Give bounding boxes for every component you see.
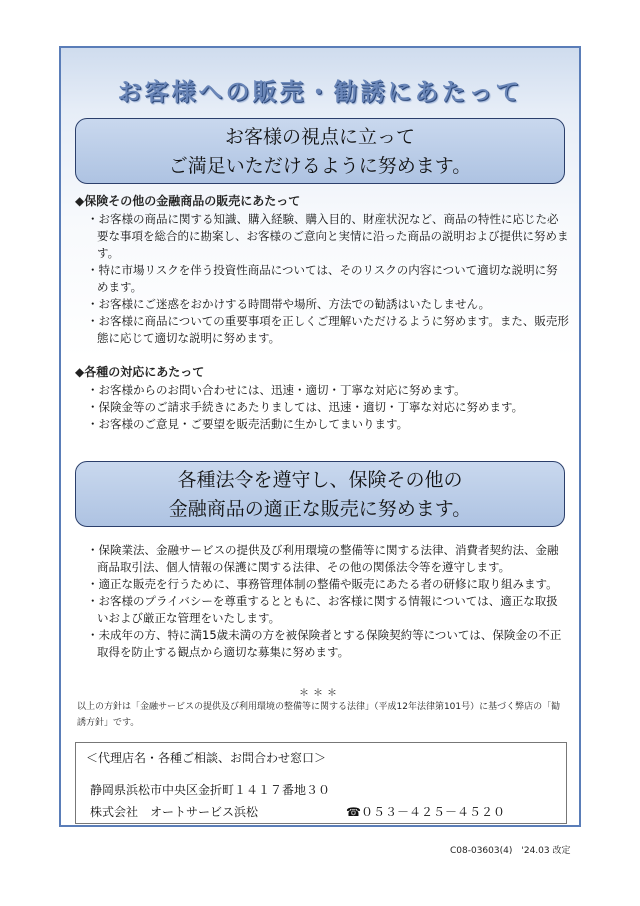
banner-line: ご満足いただけるように努めます。 — [168, 155, 472, 177]
list-item: ・お客様のプライバシーを尊重するとともに、お客様に関する情報については、適正な取扱いおよび厳正な管理をいたします。 — [87, 594, 558, 625]
response-policy-list — [79, 382, 569, 433]
list-item: ・お客様にご迷惑をおかけする時間帯や場所、方法での勧誘はいたしません。 — [87, 297, 491, 311]
policy-frame — [59, 46, 581, 827]
list-item: ・保険業法、金融サービスの提供及び利用環境の整備等に関する法律、消費者契約法、金融商品取引法、個人情報の保護に関する法律、その他の関係法令等を遵守します。 — [87, 543, 559, 574]
agent-heading: ＜代理店名・各種ご相談、お問合わせ窓口＞ — [86, 751, 327, 765]
list-item: ・お客様に商品についての重要事項を正しくご理解いただけるように努めます。また、販売形態に応じて適切な説明に努めます。 — [87, 314, 569, 345]
separator-stars: ＊＊＊ — [299, 688, 341, 699]
banner-customer-perspective — [75, 118, 565, 184]
banner-line: 金融商品の適正な販売に努めます。 — [168, 498, 472, 520]
page-title: お客様への販売・勧誘にあたって — [117, 78, 523, 106]
banner-compliance — [75, 461, 565, 527]
list-item: ・適正な販売を行うために、事務管理体制の整備や販売にあたる者の研修に取り組みます。 — [87, 577, 558, 591]
list-item: ・お客様の商品に関する知識、購入経験、購入目的、財産状況など、商品の特性に応じた必要な事項を総合的に勘案し、お客様のご意向と実情に沿った商品の説明および提供に努めます。 — [87, 212, 569, 260]
section-heading-response: ◆各種の対応にあたって — [75, 365, 205, 379]
agent-address: 静岡県浜松市中央区金折町１４１７番地３０ — [90, 783, 331, 797]
list-item: ・未成年の方、特に満15歳未満の方を被保険者とする保険契約等については、保険金の不正取得を防止する観点から適切な募集に努めます。 — [87, 628, 562, 659]
section-heading-sales: ◆保険その他の金融商品の販売にあたって — [75, 194, 301, 208]
agent-phone: ☎０５３－４２５－４５２０ — [346, 805, 505, 819]
document-code: C08-03603(4) '24.03 改定 — [450, 846, 571, 856]
list-item: ・保険金等のご請求手続きにあたりましては、迅速・適切・丁寧な対応に努めます。 — [87, 400, 524, 414]
agent-contact-box — [75, 742, 567, 824]
sales-policy-list — [79, 211, 569, 347]
banner-line: お客様の視点に立って — [224, 126, 415, 148]
list-item: ・お客様のご意見・ご要望を販売活動に生かしてまいります。 — [87, 417, 409, 431]
agent-company: 株式会社 オートサービス浜松 — [90, 805, 259, 819]
list-item: ・特に市場リスクを伴う投資性商品については、そのリスクの内容について適切な説明に努めます。 — [87, 263, 558, 294]
banner-line: 各種法令を遵守し、保険その他の — [177, 469, 463, 491]
policy-note: 以上の方針は「金融サービスの提供及び利用環境の整備等に関する法律」（平成12年法律第101号）に基づく弊店の「勧誘方針」です。 — [77, 702, 561, 728]
compliance-policy-list — [79, 542, 569, 661]
list-item: ・お客様からのお問い合わせには、迅速・適切・丁寧な対応に努めます。 — [87, 383, 466, 397]
